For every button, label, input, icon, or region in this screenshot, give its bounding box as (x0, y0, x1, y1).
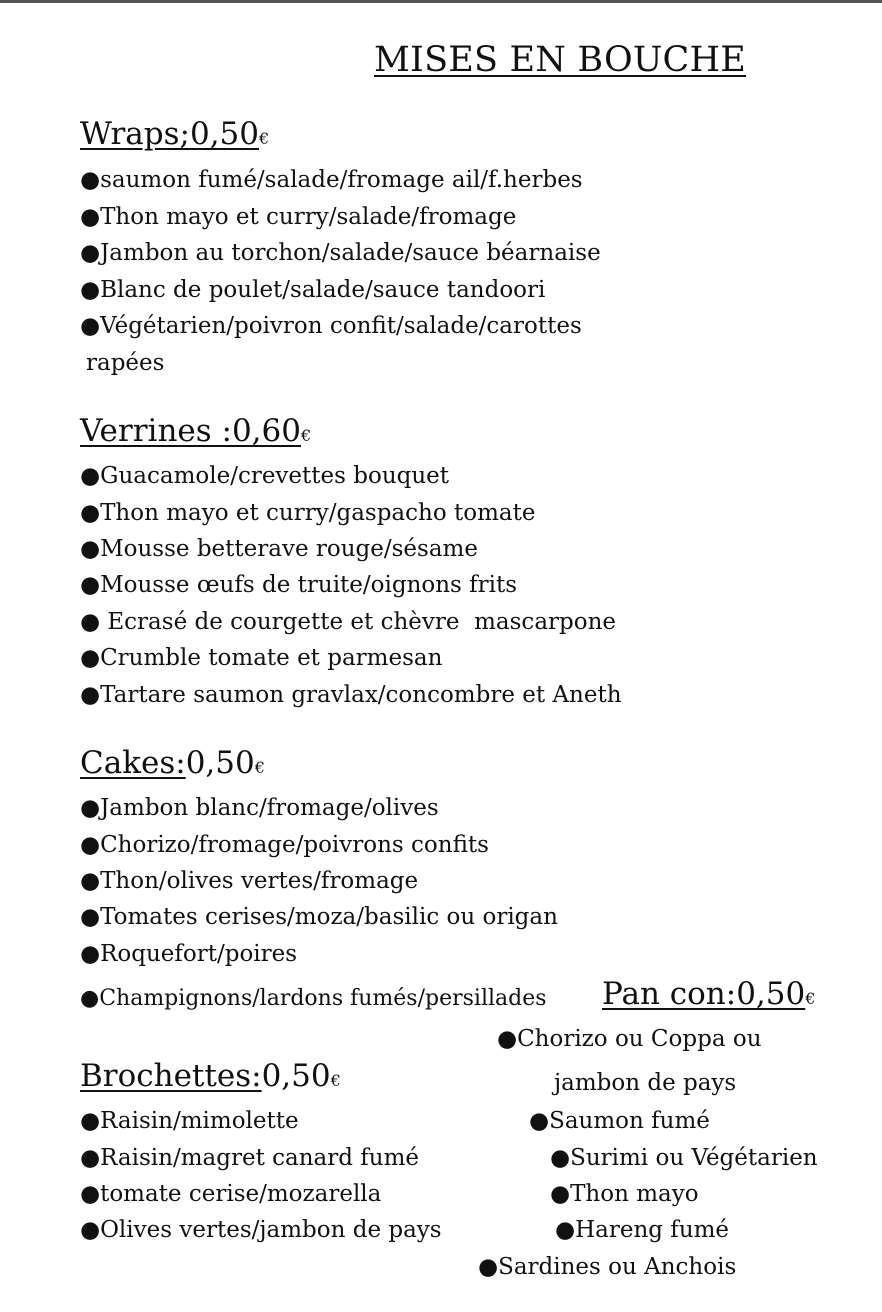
pan-con-item-text: Chorizo ou Coppa ou (517, 1026, 762, 1052)
bullet-icon: ● (80, 941, 101, 967)
wraps-item-text: saumon fumé/salade/fromage ail/f.herbes (100, 167, 583, 193)
bullet-icon: ● (80, 868, 101, 894)
bullet-icon: ● (80, 832, 101, 858)
cakes-item (80, 867, 418, 895)
pan-con-item (550, 1180, 699, 1208)
wraps-item-text: Végétarien/poivron confit/salade/carottes (100, 313, 582, 339)
brochettes-item (80, 1144, 419, 1172)
pan-con-item-text: Saumon fumé (549, 1108, 710, 1134)
wraps-item (80, 312, 582, 340)
bullet-icon: ● (80, 795, 101, 821)
wraps-item (80, 239, 601, 267)
verrines-currency: € (300, 426, 312, 445)
verrines-item-text: Ecrasé de courgette et chèvre mascarpone (100, 609, 617, 635)
pan-con-item (497, 1025, 762, 1053)
verrines-item (80, 535, 478, 563)
verrines-item-text: Tartare saumon gravlax/concombre et Aneth (100, 682, 622, 708)
top-border (0, 0, 882, 3)
bullet-icon: ● (80, 645, 101, 671)
brochettes-heading (80, 1058, 341, 1094)
wraps-heading-text: Wraps;0,50 (80, 116, 259, 152)
pan-con-item-text: Surimi ou Végétarien (570, 1145, 818, 1171)
pan-con-item-text: Hareng fumé (575, 1217, 730, 1243)
brochettes-heading-text: Brochettes: (80, 1058, 262, 1094)
cakes-item-text: Tomates cerises/moza/basilic ou origan (100, 904, 558, 930)
pan-con-item-text: Sardines ou Anchois (498, 1254, 737, 1280)
wraps-item (80, 203, 516, 231)
bullet-icon: ● (80, 609, 101, 635)
pan-con-item (555, 1216, 729, 1244)
bullet-icon: ● (555, 1217, 576, 1243)
verrines-item-text: Guacamole/crevettes bouquet (100, 463, 450, 489)
brochettes-item (80, 1107, 299, 1135)
verrines-heading-text: Verrines :0,60 (80, 413, 301, 449)
bullet-icon: ● (80, 572, 101, 598)
verrines-item-text: Thon mayo et curry/gaspacho tomate (100, 500, 536, 526)
bullet-icon: ● (80, 1181, 101, 1207)
cakes-item-text: Chorizo/fromage/poivrons confits (100, 832, 489, 858)
cakes-item-text: Jambon blanc/fromage/olives (100, 795, 439, 821)
verrines-heading (80, 413, 311, 449)
bullet-icon: ● (80, 536, 101, 562)
brochettes-item (80, 1216, 442, 1244)
cakes-item (80, 940, 297, 968)
page-title: MISES EN BOUCHE (374, 40, 747, 80)
brochettes-item (80, 1180, 381, 1208)
verrines-item (80, 608, 616, 636)
verrines-item (80, 499, 535, 527)
bullet-icon: ● (80, 277, 101, 303)
wraps-item (80, 276, 545, 304)
verrines-item (80, 462, 449, 490)
cakes-item (80, 985, 547, 1013)
pan-con-heading-text: Pan con:0,50 (602, 976, 806, 1012)
brochettes-price: 0,50 (261, 1058, 331, 1094)
bullet-icon: ● (80, 1217, 101, 1243)
cakes-item (80, 903, 558, 931)
wraps-item-text: Jambon au torchon/salade/sauce béarnaise (100, 240, 601, 266)
bullet-icon: ● (80, 682, 101, 708)
wraps-currency: € (259, 129, 270, 148)
pan-con-item (550, 1144, 818, 1172)
pan-con-item (478, 1253, 736, 1281)
bullet-icon: ● (80, 500, 101, 526)
pan-con-item-text: Thon mayo (570, 1181, 699, 1207)
brochettes-item-text: Olives vertes/jambon de pays (100, 1217, 442, 1243)
verrines-item-text: Mousse betterave rouge/sésame (100, 536, 478, 562)
bullet-icon: ● (80, 204, 101, 230)
bullet-icon: ● (529, 1108, 550, 1134)
bullet-icon: ● (80, 1108, 101, 1134)
brochettes-item-text: Raisin/mimolette (100, 1108, 299, 1134)
cakes-item (80, 794, 439, 822)
wraps-item-text: Blanc de poulet/salade/sauce tandoori (100, 277, 546, 303)
bullet-icon: ● (550, 1181, 571, 1207)
cakes-item-text: Thon/olives vertes/fromage (100, 868, 419, 894)
verrines-item (80, 644, 442, 672)
cakes-item-text: Roquefort/poires (100, 941, 298, 967)
cakes-price: 0,50 (185, 745, 255, 781)
bullet-icon: ● (80, 313, 101, 339)
bullet-icon: ● (80, 463, 101, 489)
wraps-item-continuation: rapées (86, 350, 165, 376)
cakes-currency: € (254, 758, 265, 777)
verrines-item-text: Crumble tomate et parmesan (100, 645, 443, 671)
bullet-icon: ● (80, 1145, 101, 1171)
bullet-icon: ● (80, 904, 101, 930)
cakes-heading (80, 745, 265, 781)
cakes-heading-text: Cakes: (80, 745, 186, 781)
verrines-item-text: Mousse œufs de truite/oignons frits (100, 572, 518, 598)
bullet-icon: ● (80, 240, 101, 266)
pan-con-currency: € (805, 989, 816, 1008)
bullet-icon: ● (497, 1026, 518, 1052)
brochettes-currency: € (330, 1071, 341, 1090)
wraps-item (80, 166, 583, 194)
verrines-item (80, 681, 622, 709)
brochettes-item-text: tomate cerise/mozarella (100, 1181, 382, 1207)
pan-con-heading (602, 976, 815, 1012)
cakes-item (80, 831, 489, 859)
cakes-item-text: Champignons/lardons fumés/persillades (99, 986, 547, 1011)
bullet-icon: ● (80, 986, 100, 1011)
wraps-heading (80, 116, 269, 152)
bullet-icon: ● (478, 1254, 499, 1280)
verrines-item (80, 571, 517, 599)
pan-con-item (529, 1107, 710, 1135)
pan-con-item-continuation: jambon de pays (554, 1070, 737, 1096)
bullet-icon: ● (80, 167, 101, 193)
brochettes-item-text: Raisin/magret canard fumé (100, 1145, 420, 1171)
wraps-item-text: Thon mayo et curry/salade/fromage (100, 204, 517, 230)
bullet-icon: ● (550, 1145, 571, 1171)
